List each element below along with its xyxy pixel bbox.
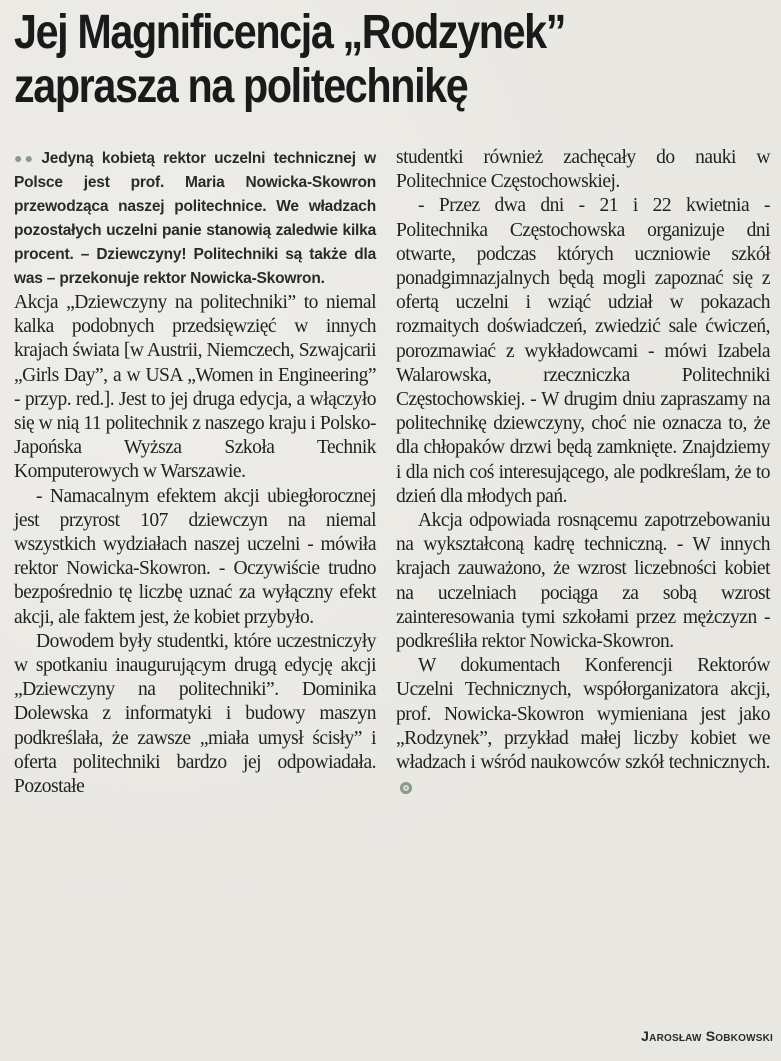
paragraph: Akcja „Dziewczyny na politechniki” to niemal kalka podobnych przedsięwzięć w innych krajach świata [w Austrii, Niemczech, Szwajcarii „Girls Day”, a w USA „Women in Engineering” - przyp. red.]. Jest to jej druga edycja, a włączyło się w nią 11 politechnik z naszego kraju i Polsko-Japońska Wyższa Szkoła Technik Komputerowych w Warszawie.	[14, 292, 376, 483]
lead-text: Jedyną kobietą rektor uczelni technicznej w Polsce jest prof. Maria Nowicka-Skowron przewodząca naszej politechnice. We władzach pozostałych uczelni panie stanowią zaledwie kilka procent. – Dziewczyny! Politechniki są także dla was – przekonuje rektor Nowicka-Skowron.	[14, 150, 376, 287]
paragraph: Dowodem były studentki, które uczestniczyły w spotkaniu inaugurującym drugą edycję akcji „Dziewczyny na politechniki”. Dominika Dolewska z informatyki i budowy maszyn podkreślała, że zawsze „miała umysł ścisły” i oferta politechniki bardzo jej odpowiadała. Pozostałe	[14, 630, 376, 798]
headline-line-2: zaprasza na politechnikę	[14, 60, 468, 113]
headline-line-1: Jej Magnificencja „Rodzynek”	[14, 6, 566, 59]
paragraph	[396, 654, 770, 799]
author-byline: Jarosław Sobkowski	[641, 1028, 773, 1044]
right-column	[396, 146, 770, 799]
paragraph: - Przez dwa dni - 21 i 22 kwietnia - Politechnika Częstochowska organizuje dni otwarte, podczas których uczniowie szkół ponadgimnazjalnych będą mogli zapoznać się z ofertą uczelni i wziąć udział w pokazach rozmaitych doświadczeń, zwiedzić sale ćwiczeń, porozmawiać z wykładowcami - mówi Izabela Walarowska, rzeczniczka Politechniki Częstochowskiej. - W drugim dniu zapraszamy na politechnikę dziewczyny, choć nie oznacza to, że dla chłopaków drzwi będą zamknięte. Znajdziemy i dla nich coś interesującego, ale podkreślam, że to dzień dla młodych pań.	[396, 195, 770, 507]
bullet-icon: ●●	[14, 150, 36, 166]
end-of-article-icon	[400, 782, 412, 794]
paragraph: studentki również zachęcały do nauki w Politechnice Częstochowskiej.	[396, 147, 770, 193]
paragraph: Akcja odpowiada rosnącemu zapotrzebowaniu na wykształconą kadrę techniczną. - W innych krajach zauważono, że wzrost liczebności kobiet na uczelniach pociąga za sobą wzrost zainteresowania tymi szkołami przez mężczyzn - podkreśliła rektor Nowicka-Skowron.	[396, 510, 770, 653]
lead-paragraph	[14, 146, 376, 291]
paragraph: - Namacalnym efektem akcji ubiegłorocznej jest przyrost 107 dziewczyn na niemal wszystkich wydziałach naszej uczelni - mówiła rektor Nowicka-Skowron. - Oczywiście trudno bezpośrednio tę liczbę uznać za wyłączny efekt akcji, ale faktem jest, że kobiet przybyło.	[14, 485, 376, 628]
headline	[14, 6, 668, 114]
left-column	[14, 146, 376, 799]
paragraph-text: W dokumentach Konferencji Rektorów Uczelni Technicznych, współorganizatora akcji, prof. Nowicka-Skowron wymieniana jest jako „Rodzynek”, przykład małej liczby kobiet we władzach i wśród naukowców szkół technicznych.	[396, 655, 770, 774]
